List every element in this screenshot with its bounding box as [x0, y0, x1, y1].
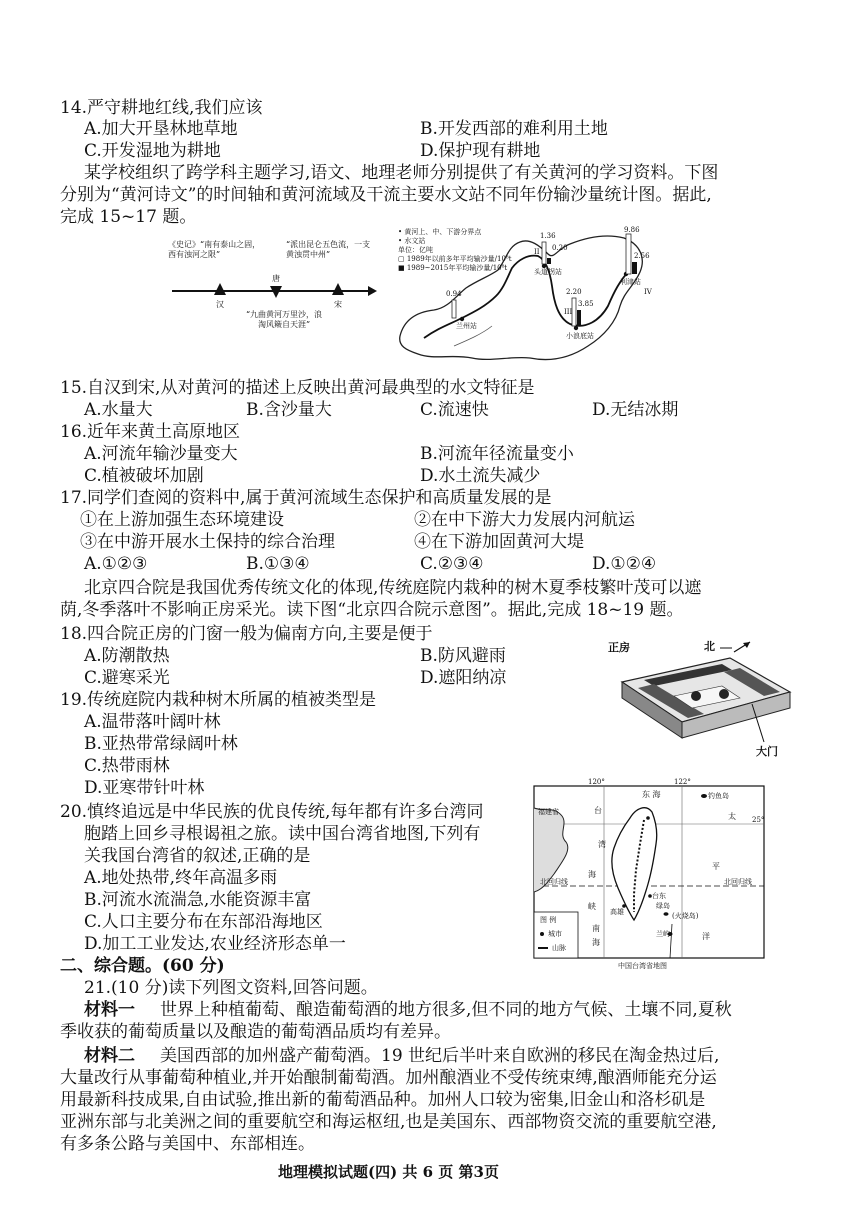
q19-option-c: C.热带雨林	[84, 756, 170, 776]
q16-option-a: A.河流年输沙量变大	[84, 444, 238, 464]
q19-option-b: B.亚热带常绿阔叶林	[84, 734, 238, 754]
basin-value-4: 2.56	[634, 252, 650, 260]
intro18-line1: 北京四合院是我国优秀传统文化的体现,传统庭院内栽种的树木夏季枝繁叶茂可以遮	[84, 578, 702, 598]
taiwan-legend-city: 城市	[548, 930, 562, 938]
taiwan-pacific-2: 平	[712, 862, 720, 871]
q18-stem: 18.四合院正房的门窗一般为偏南方向,主要是便于	[60, 624, 433, 644]
q19-option-a: A.温带落叶阔叶林	[84, 712, 221, 732]
basin-station-lanzhou: 兰州站	[456, 322, 477, 330]
q21-material-2-label: 材料二	[84, 1046, 135, 1066]
q17-item-4: ④在下游加固黄河大堤	[414, 532, 584, 552]
q14-option-b: B.开发西部的难利用土地	[420, 119, 608, 139]
q17-item-2: ②在中下游大力发展内河航运	[414, 510, 635, 530]
q17-option-b: B.①③④	[246, 554, 310, 574]
q20-line1: 20.慎终追远是中华民族的优良传统,每年都有许多台湾同	[60, 802, 484, 822]
siheyuan-diagram	[604, 638, 800, 774]
taiwan-pacific-3: 洋	[702, 932, 710, 941]
q14-stem: 14.严守耕地红线,我们应该	[60, 98, 263, 118]
q15-stem: 15.自汉到宋,从对黄河的描述上反映出黄河最典型的水文特征是	[60, 378, 535, 398]
intro15-line1: 某学校组织了跨学科主题学习,语文、地理老师分别提供了有关黄河的学习资料。下图	[84, 163, 719, 183]
page-footer: 地理模拟试题(四) 共 6 页 第3页	[278, 1163, 499, 1181]
intro18-line2: 荫,冬季落叶不影响正房采光。读下图“北京四合院示意图”。据此,完成 18~19 题。	[60, 600, 684, 620]
taiwan-lanyu: 兰屿	[656, 930, 670, 938]
timeline-quote-song: “九曲黄河万里沙，浪淘风簸自天涯”	[245, 310, 323, 329]
taiwan-strait-2: 湾	[598, 840, 606, 849]
siheyuan-north-label: 北	[704, 640, 715, 653]
taiwan-pacific-1: 太	[728, 812, 736, 821]
intro15-line2: 分别为“黄河诗文”的时间轴和黄河流域及干流主要水文站不同年份输沙量统计图。据此,	[60, 185, 712, 205]
basin-roman-4: IV	[644, 288, 652, 296]
basin-station-toudaoguai: 头道拐站	[534, 268, 562, 276]
q20-option-c: C.人口主要分布在东部沿海地区	[84, 912, 323, 932]
q17-option-d: D.①②④	[592, 554, 657, 574]
q14-option-a: A.加大开垦林地草地	[84, 119, 238, 139]
q21-stem: 21.(10 分)读下列图文资料,回答问题。	[84, 978, 378, 998]
taiwan-taidong: 台东	[652, 892, 666, 900]
timeline-quote-shiji: 《史记》“南有泰山之固，西有浊河之限”	[168, 240, 261, 259]
basin-legend-3: 单位：亿吨	[398, 246, 433, 254]
q14-option-d: D.保护现有耕地	[420, 141, 541, 161]
taiwan-strait-1: 台	[594, 806, 602, 815]
basin-station-lijin: 利津站	[620, 278, 641, 286]
q17-item-3: ③在中游开展水土保持的综合治理	[80, 532, 335, 552]
basin-value-3: 9.86	[624, 226, 640, 234]
q19-stem: 19.传统庭院内栽种树木所属的植被类型是	[60, 690, 377, 710]
basin-legend-1: • 黄河上、中、下游分界点	[398, 228, 482, 236]
intro15-line3: 完成 15~17 题。	[60, 207, 197, 227]
q15-option-a: A.水量大	[84, 400, 153, 420]
basin-roman-3: III	[564, 308, 573, 316]
q17-option-a: A.①②③	[84, 554, 148, 574]
basin-outline	[394, 226, 656, 372]
q15-option-d: D.无结冰期	[592, 400, 679, 420]
basin-value-1: 1.36	[540, 232, 556, 240]
basin-value-7: 3.85	[578, 300, 594, 308]
q21-material-1-line2: 季收获的葡萄质量以及酿造的葡萄酒品质均有差异。	[60, 1022, 451, 1042]
siheyuan-gate-label: 大门	[756, 745, 778, 758]
taiwan-lat-25: 25°	[752, 816, 765, 824]
timeline-song: 宋	[334, 300, 342, 309]
q18-option-c: C.避寒采光	[84, 668, 170, 688]
q16-option-d: D.水土流失减少	[420, 466, 541, 486]
taiwan-huoshao: (火烧岛)	[672, 912, 699, 920]
taiwan-lon-120: 120°	[588, 778, 605, 786]
q14-option-c: C.开发湿地为耕地	[84, 141, 221, 161]
taiwan-map	[532, 778, 772, 974]
q18-option-d: D.遮阳纳凉	[420, 668, 507, 688]
siheyuan-main-room-label: 正房	[608, 641, 630, 654]
q20-option-d: D.加工工业发达,农业经济形态单一	[84, 934, 346, 954]
taiwan-legend-mountain: 山脉	[552, 944, 566, 952]
taiwan-east-sea: 东 海	[642, 790, 661, 799]
q18-option-b: B.防风避雨	[420, 646, 506, 666]
q21-material-2-line2: 大量改行从事葡萄种植业,并开始酿制葡萄酒。加州酿酒业不受传统束缚,酿酒师能充分运	[60, 1068, 717, 1088]
q21-material-1-line1: 世界上种植葡萄、酿造葡萄酒的地方很多,但不同的地方气候、土壤不同,夏秋	[160, 1000, 732, 1020]
q21-material-2-line1: 美国西部的加州盛产葡萄酒。19 世纪后半叶来自欧洲的移民在淘金热过后,	[160, 1046, 720, 1066]
q20-line3: 关我国台湾省的叙述,正确的是	[84, 846, 311, 866]
taiwan-south-sea-1: 南	[592, 924, 600, 933]
taiwan-fujian: 福建省	[538, 808, 559, 816]
q20-option-a: A.地处热带,终年高温多雨	[84, 868, 278, 888]
taiwan-lvdao: 绿岛	[656, 902, 670, 910]
basin-value-2: 0.20	[552, 244, 568, 252]
taiwan-strait-4: 峡	[588, 902, 596, 911]
taiwan-tropic-east: 北回归线	[724, 878, 752, 886]
basin-value-5: 0.94	[446, 290, 462, 298]
taiwan-diaoyu: 钓鱼岛	[708, 792, 729, 800]
timeline-quote-tang: “派出昆仑五色流，一支黄浊贯中州”	[286, 240, 371, 259]
taiwan-gaoxiong: 高雄	[610, 908, 624, 916]
q15-option-b: B.含沙量大	[246, 400, 332, 420]
timeline-tang: 唐	[272, 274, 280, 283]
q21-material-2-line3: 用最新科技成果,自由试验,推出新的葡萄酒品种。加州人口较为密集,旧金山和洛杉矶是	[60, 1090, 706, 1110]
basin-legend-5: ■ 1989~2015年平均输沙量/10⁸t	[398, 264, 508, 272]
q20-option-b: B.河流水流湍急,水能资源丰富	[84, 890, 312, 910]
q17-option-c: C.②③④	[420, 554, 484, 574]
taiwan-tropic-west: 北回归线	[540, 878, 568, 886]
taiwan-strait-3: 海	[588, 870, 596, 879]
basin-roman-2: II	[534, 248, 540, 256]
q16-option-b: B.河流年径流量变小	[420, 444, 574, 464]
q21-material-2-line4: 亚洲东部与北美洲之间的重要航空和海运枢纽,也是美国东、西部物资交流的重要航空港,	[60, 1112, 717, 1132]
q18-option-a: A.防潮散热	[84, 646, 170, 666]
q21-material-2-line5: 有多条公路与美国中、东部相连。	[60, 1134, 315, 1154]
yellow-river-timeline	[168, 238, 378, 348]
q17-stem: 17.同学们查阅的资料中,属于黄河流域生态保护和高质量发展的是	[60, 488, 552, 508]
q21-material-1-label: 材料一	[84, 1000, 135, 1020]
q20-line2: 胞踏上回乡寻根谒祖之旅。读中国台湾省地图,下列有	[84, 824, 481, 844]
basin-station-xiaolangdi: 小浪底站	[566, 332, 594, 340]
yellow-river-basin-map	[394, 226, 656, 372]
timeline-han: 汉	[216, 300, 224, 309]
q17-item-1: ①在上游加强生态环境建设	[80, 510, 284, 530]
timeline-axis	[168, 238, 378, 348]
q15-option-c: C.流速快	[420, 400, 489, 420]
taiwan-south-sea-2: 海	[592, 938, 600, 947]
q19-option-d: D.亚寒带针叶林	[84, 778, 205, 798]
q16-option-c: C.植被破坏加剧	[84, 466, 204, 486]
basin-value-6: 2.20	[566, 288, 582, 296]
section-2-heading: 二、综合题。(60 分)	[60, 956, 225, 976]
q16-stem: 16.近年来黄土高原地区	[60, 422, 241, 442]
taiwan-map-caption: 中国台湾省地图	[618, 962, 667, 970]
taiwan-legend-title: 图 例	[540, 916, 557, 924]
basin-legend-2: • 水文站	[398, 237, 426, 245]
taiwan-lon-122: 122°	[674, 778, 691, 786]
basin-legend-4: ▢ 1989年以前多年平均输沙量/10⁸t	[398, 255, 512, 263]
taiwan-map-drawing	[532, 778, 772, 974]
